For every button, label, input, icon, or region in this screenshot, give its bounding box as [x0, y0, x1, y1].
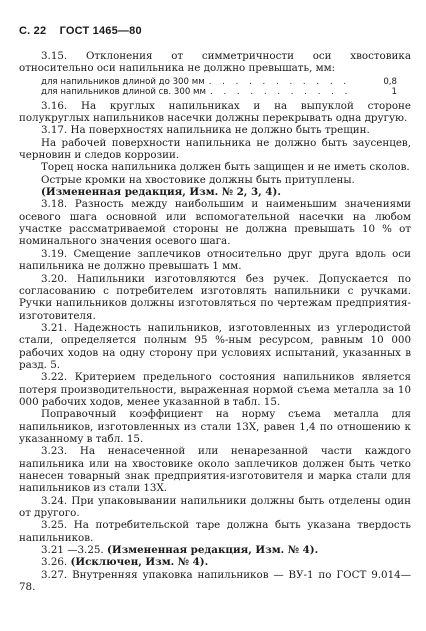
- paragraph-3-18: 3.18. Разность между наибольшим и наименьшим значениями осевого шага основной или вспомогательной насечки на любом участке рассматриваемой стороны не должна превышать 10 % от номинального значения осевого шага.: [19, 198, 411, 248]
- paragraph-3-17: 3.17. На поверхностях напильника не должно быть трещин.: [41, 124, 370, 137]
- tolerance-row-short: для напильников длиной до 300 мм . . . . . . . . . . . 0,8: [41, 76, 397, 87]
- paragraph-3-25: 3.25. На потребительской таре должна быть указана твердость напильников.: [19, 519, 411, 544]
- paragraph-3-15: 3.15. Отклонения от симметричности оси хвостовика относительно оси напильника не должно превышать, мм:: [19, 50, 411, 75]
- paragraph-coefficient: Поправочный коэффициент на норму съема металла для напильников, изготовленных из стали 13Х, равен 1,4 по отношению к указанному в табл. 15.: [19, 408, 411, 445]
- tolerance-label: для напильников длиной св. 300 мм: [41, 87, 206, 98]
- amendment-note: (Измененная редакция, Изм. № 2, 3, 4).: [41, 186, 281, 199]
- amendment-note-3-21-3-25: [19, 544, 411, 556]
- paragraph-3-26: [19, 556, 411, 568]
- paragraph-3-20: 3.20. Напильники изготовляются без ручек. Допускается по согласованию с потребителем изготовлять напильники с ручками. Ручки напильников должны изготовляться по чертежам предприятия-изготовителя.: [19, 272, 411, 322]
- paragraph-3-23: 3.23. На ненасеченной или ненарезанной части каждого напильника или на хвостовике около заплечиков должен быть четко нанесен товарный знак предприятия-изготовителя и марка стали для напильников из стали 13Х.: [19, 445, 411, 495]
- paragraph-edges: Острые кромки на хвостовике должны быть притуплены.: [41, 173, 355, 186]
- amendment-text: (Измененная редакция, Изм. № 4).: [106, 544, 319, 557]
- paragraph-3-27: 3.27. Внутренняя упаковка напильников — ВУ-1 по ГОСТ 9.014—78.: [19, 568, 411, 594]
- tolerance-label: для напильников длиной до 300 мм: [41, 76, 205, 87]
- paragraph-3-19: 3.19. Смещение заплечиков относительно друг друга вдоль оси напильника не должно превышать 1 мм.: [19, 247, 411, 273]
- paragraph-3-24: 3.24. При упаковывании напильники должны быть отделены один от другого.: [19, 494, 411, 520]
- paragraph-working-surface: На рабочей поверхности напильника не должно быть заусенцев, черновин и следов коррозии.: [19, 136, 411, 162]
- paragraph-3-22: 3.22. Критерием предельного состояния напильников является потеря производительности, выраженная нормой съема металла за 10 000 рабочих ходов, менее указанной в табл. 15.: [19, 371, 411, 408]
- page-number: С. 22: [19, 25, 47, 37]
- document-body: [19, 50, 411, 593]
- tolerance-value: 1: [391, 87, 397, 98]
- paragraph-tip: Торец носка напильника должен быть защищен и не иметь сколов.: [41, 161, 410, 174]
- tolerance-row-long: для напильников длиной св. 300 мм . . . . . . . . . . . 1: [41, 87, 397, 98]
- amendment-range: 3.21 —3.25.: [41, 544, 107, 557]
- paragraph-3-16: 3.16. На круглых напильниках и на выпуклой стороне полукруглых напильников насечки должны перекрывать одна другую.: [19, 99, 411, 125]
- standard-designation: ГОСТ 1465—80: [59, 25, 142, 37]
- excluded-note: (Исключен, Изм. № 4).: [70, 556, 209, 569]
- tolerance-value: 0,8: [383, 76, 397, 87]
- clause-number: 3.26.: [41, 556, 71, 569]
- paragraph-3-21: 3.21. Надежность напильников, изготовленных из углеродистой стали, определяется полным 95 %-ным ресурсом, равным 10 000 рабочих ходов на одну сторону при условиях испытаний, указанных в разд. 5.: [19, 321, 411, 371]
- page-header: [19, 25, 152, 37]
